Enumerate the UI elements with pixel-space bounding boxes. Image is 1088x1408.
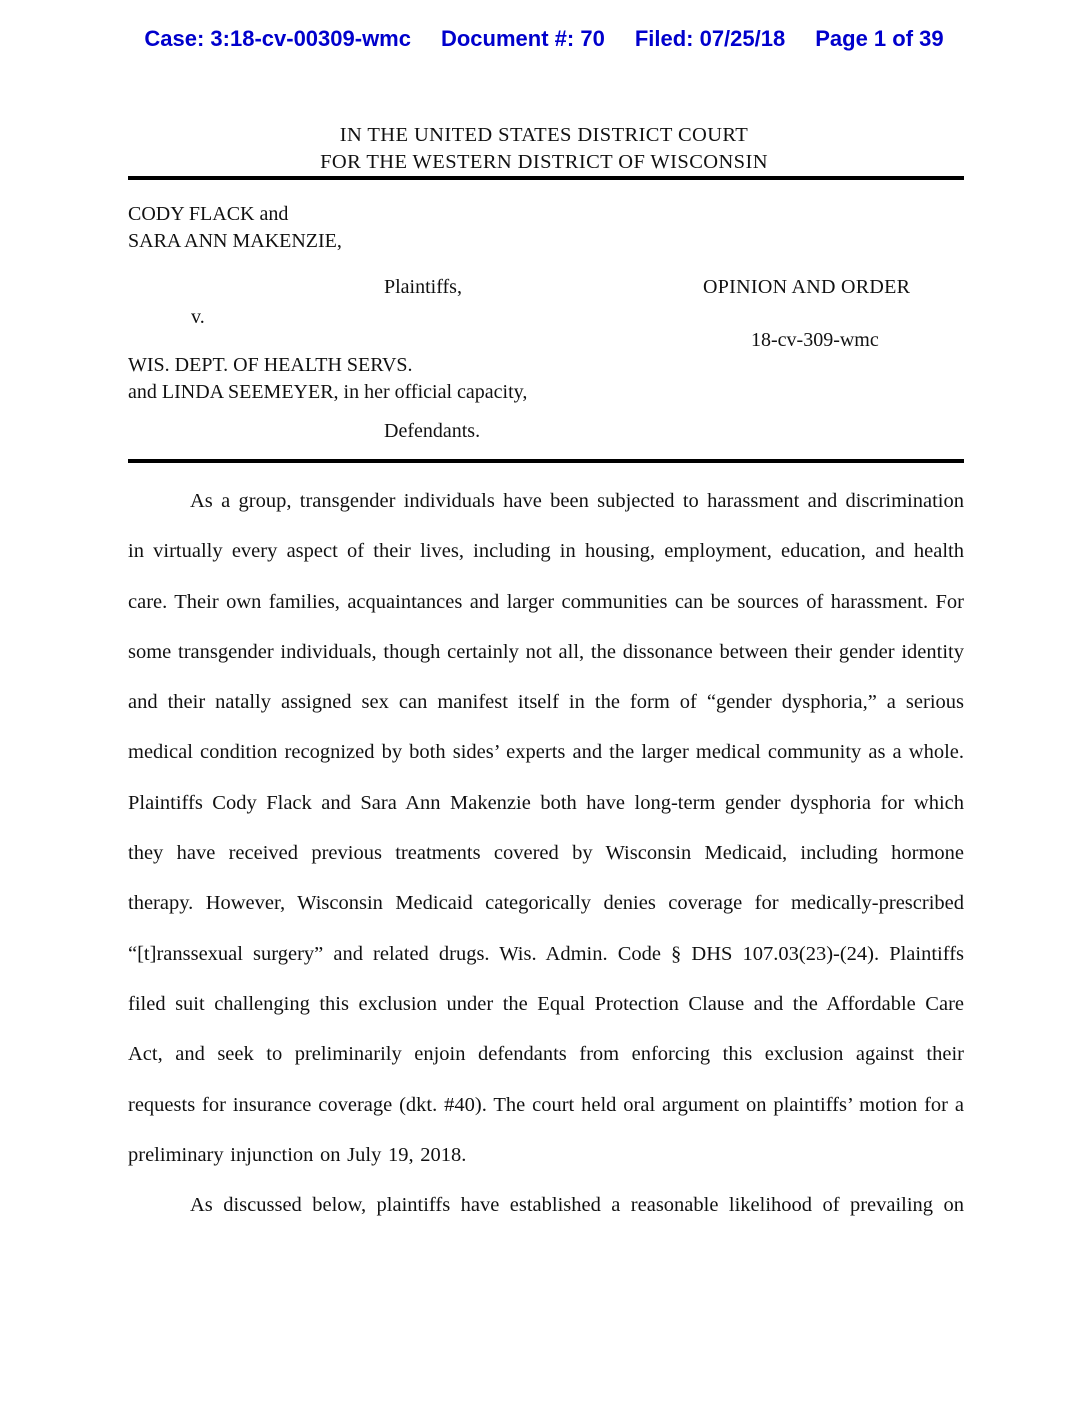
body-paragraph-2: As discussed below, plaintiffs have established a reasonable likelihood of prevailing on xyxy=(190,1194,964,1217)
case-number: 18-cv-309-wmc xyxy=(751,329,879,351)
opinion-body xyxy=(128,476,964,1230)
court-heading-line2: FOR THE WESTERN DISTRICT OF WISCONSIN xyxy=(320,151,768,173)
plaintiff-names xyxy=(128,201,342,255)
stamp-filed-date: Filed: 07/25/18 xyxy=(634,26,786,51)
body-paragraph-1: As a group, transgender individuals have been subjected to harassment and discrimination in virtually every aspect of their lives, including in housing, employment, education, and health care. Their own families, acquaintances and larger communities can be sources of harassment. For some transgender individuals, though certainly not all, the dissonance between their gender identity and their natally assigned sex can manifest itself in the form of “gender dysphoria,” a serious medical condition recognized by both sides’ experts and the larger medical community as a whole. Plaintiffs Cody Flack and Sara Ann Makenzie both have long-term gender dysphoria for which they have received previous treatments covered by Wisconsin Medicaid, including hormone therapy. However, Wisconsin Medicaid categorically denies coverage for medically-prescribed “[t]ranssexual surgery” and related drugs. Wis. Admin. Code § DHS 107.03(23)-(24). Plaintiffs filed suit challenging this exclusion under the Equal Protection Clause and the Affordable Care Act, and seek to preliminarily enjoin defendants from enforcing this exclusion against their requests for insurance coverage (dkt. #40). The court held oral argument on plaintiffs’ motion for a preliminary injunction on July 19, 2018. xyxy=(128,490,964,1166)
defendant-name-1: WIS. DEPT. OF HEALTH SERVS. xyxy=(128,354,413,376)
case-stamp xyxy=(0,26,1088,52)
separator-line-bottom xyxy=(128,459,964,463)
court-heading-line1: IN THE UNITED STATES DISTRICT COURT xyxy=(339,124,749,146)
defendant-name-2: and LINDA SEEMEYER, in her official capacity, xyxy=(128,381,528,403)
separator-line-top xyxy=(128,176,964,180)
opinion-title: OPINION AND ORDER xyxy=(703,276,911,298)
stamp-document-number: Document #: 70 xyxy=(440,26,605,51)
versus-label: v. xyxy=(191,306,205,328)
plaintiff-name-1: CODY FLACK and xyxy=(128,203,289,225)
defendant-names xyxy=(128,352,527,406)
stamp-page-number: Page 1 of 39 xyxy=(815,26,944,51)
court-heading xyxy=(0,122,1088,176)
defendants-role-label: Defendants. xyxy=(384,420,481,442)
stamp-case-number: Case: 3:18-cv-00309-wmc xyxy=(144,26,411,51)
plaintiff-name-2: SARA ANN MAKENZIE, xyxy=(128,230,342,252)
plaintiffs-role-label: Plaintiffs, xyxy=(384,276,462,298)
